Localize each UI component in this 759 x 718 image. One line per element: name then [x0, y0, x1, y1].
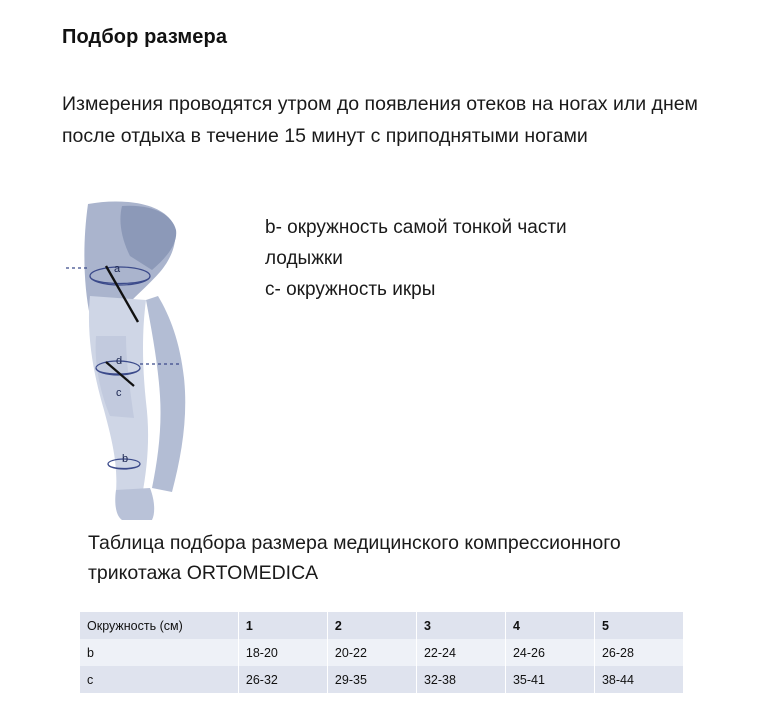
table-title: Таблица подбора размера медицинского компрессионного трикотажа ORTOMEDICA: [88, 532, 621, 584]
table-header-cell-4: 4: [505, 612, 594, 639]
table-row: [80, 639, 683, 666]
table-row-label: b: [80, 639, 238, 666]
table-cell: 24-26: [505, 639, 594, 666]
legend-line-2: лодыжки: [265, 248, 343, 269]
table-header-cell-2: 2: [327, 612, 416, 639]
table-header-cell-1: 1: [238, 612, 327, 639]
illustration-label-a: a: [114, 263, 121, 275]
legend-block: [265, 212, 735, 305]
illustration-label-c: c: [116, 387, 122, 399]
illustration-label-d: d: [116, 355, 123, 367]
table-header-cell-5: 5: [594, 612, 683, 639]
legend-line-1: b- окружность самой тонкой части: [265, 217, 567, 238]
table-row-label: c: [80, 666, 238, 693]
table-cell: 22-24: [416, 639, 505, 666]
page-title: Подбор размера: [62, 26, 228, 48]
table-cell: 38-44: [594, 666, 683, 693]
illustration-label-b: b: [122, 453, 129, 465]
size-chart-table: [80, 612, 683, 693]
leg-measurement-illustration: [60, 196, 250, 526]
table-cell: 32-38: [416, 666, 505, 693]
table-cell: 26-32: [238, 666, 327, 693]
table-cell: 35-41: [505, 666, 594, 693]
intro-paragraph: Измерения проводятся утром до появления отеков на ногах или днем после отдыха в течение 15 минут с приподнятыми ногами: [62, 93, 698, 147]
table-cell: 20-22: [327, 639, 416, 666]
table-cell: 26-28: [594, 639, 683, 666]
table-cell: 29-35: [327, 666, 416, 693]
table-header-row: [80, 612, 683, 639]
table-row: [80, 666, 683, 693]
table-header-cell-0: Окружность (см): [80, 612, 238, 639]
table-cell: 18-20: [238, 639, 327, 666]
legend-line-3: c- окружность икры: [265, 279, 436, 300]
table-header-cell-3: 3: [416, 612, 505, 639]
leg-diagram-icon: [60, 196, 250, 526]
